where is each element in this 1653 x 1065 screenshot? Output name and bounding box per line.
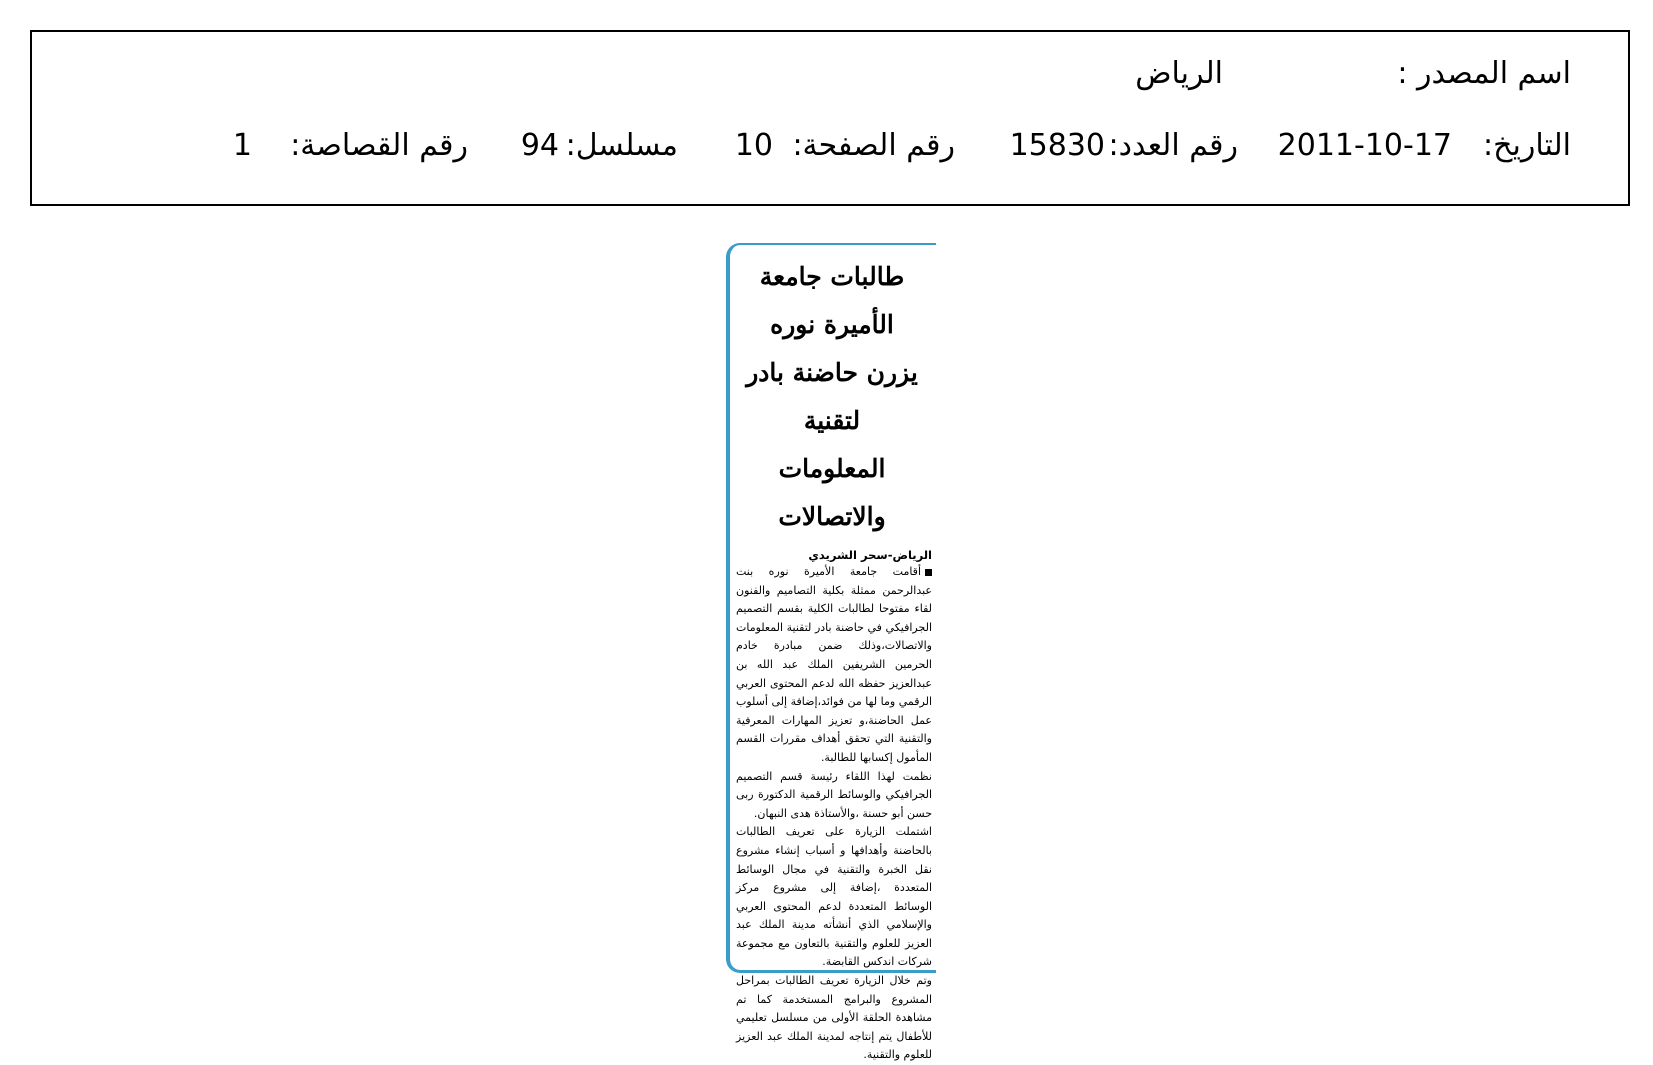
page-label: رقم الصفحة: [792,128,955,163]
issue-label: رقم العدد: [1108,128,1238,163]
article-headline [730,245,936,541]
article-byline: الرياض-سحر الشريدي [808,548,932,562]
bullet-square-icon [925,569,932,576]
serial-value: 94 [520,128,559,163]
source-label: اسم المصدر : [1397,56,1571,91]
article-paragraph: نظمت لهذا اللقاء رئيسة قسم التصميم الجرافيكي والوسائط الرقمية الدكتورة ربى حسن أبو حسنة ،والأستاذة هدى النبهان. [736,769,932,820]
clip-value: 1 [232,128,252,163]
serial-label: مسلسل: [565,128,678,163]
page-value: 10 [734,128,773,163]
newspaper-clipping [726,243,936,1062]
article-paragraph: أقامت جامعة الأميرة نوره بنت عبدالرحمن ممثلة بكلية التصاميم والفنون لقاء مفتوحا لطالبات الكلية بقسم التصميم الجرافيكي في حاضنة بادر لتقنية المعلومات والاتصالات،وذلك ضمن مبادرة خادم الحرمين الشريفين الملك عبد الله بن عبدالعزيز حفظه الله لدعم المحتوى العربي الرقمي وما لها من فوائد،إضافة إلى أسلوب عمل الحاضنة،و تعزيز المهارات المعرفية والتقنية التي تحقق أهداف مقررات القسم المأمول إكسابها للطالبة. [736,565,932,764]
headline-line: المعلومات والاتصالات [778,454,886,531]
date-value: 2011-10-17 [1277,128,1452,163]
article-body [736,563,932,1065]
headline-line: طالبات جامعة الأميرة نوره [759,262,905,339]
issue-value: 15830 [1009,128,1105,163]
headline-line: يزرن حاضنة بادر لتقنية [746,358,918,435]
clip-label: رقم القصاصة: [290,128,468,163]
source-value: الرياض [1135,56,1223,91]
date-label: التاريخ: [1483,128,1571,163]
article-paragraph: وتم خلال الزيارة تعريف الطالبات بمراحل المشروع والبرامج المستخدمة كما تم مشاهدة الحلقة الأولى من مسلسل تعليمي للأطفال يتم إنتاجه لمدينة الملك عبد العزيز للعلوم والتقنية. [736,974,932,1062]
source-header-box [30,30,1630,206]
article-paragraph: اشتملت الزيارة على تعريف الطالبات بالحاضنة وأهدافها و أسباب إنشاء مشروع نقل الخبرة والتقنية في مجال الوسائط المتعددة ،إضافة إلى مشروع مركز الوسائط المتعددة لدعم المحتوى العربي والإسلامي الذي أنشأته مدينة الملك عبد العزيز للعلوم والتقنية بالتعاون مع مجموعة شركات اندكس القابضة. [736,825,932,969]
